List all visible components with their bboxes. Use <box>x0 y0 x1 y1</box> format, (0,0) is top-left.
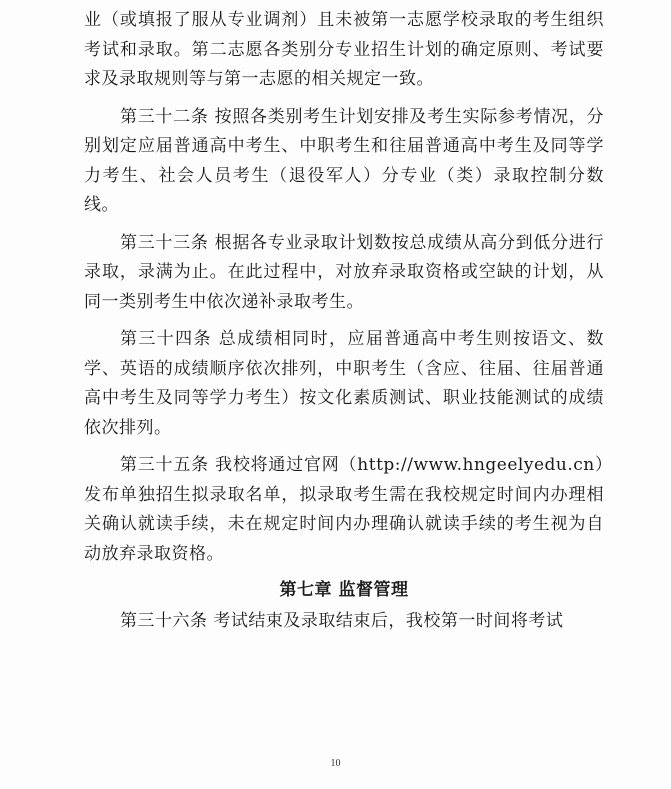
paragraph-article-36: 第三十六条 考试结束及录取结束后，我校第一时间将考试 <box>120 611 564 631</box>
paragraph-article-35: 第三十五条 我校将通过官网（http://www.hngeelyedu.cn）发布单独招生拟录取名单，拟录取考生需在我校规定时间内办理相关确认就读手续，未在规定时间内办理确认就读手续的考生视为自动放弃录取资格。 <box>84 455 604 564</box>
document-body <box>84 6 604 637</box>
paragraph-article-33: 第三十三条 根据各专业录取计划数按总成绩从高分到低分进行录取，录满为止。在此过程中，对放弃录取资格或空缺的计划，从同一类别考生中依次递补录取考生。 <box>84 232 604 312</box>
paragraph-continuation: 业（或填报了服从专业调剂）且未被第一志愿学校录取的考生组织考试和录取。第二志愿各类别分专业招生计划的确定原则、考试要求及录取规则等与第一志愿的相关规定一致。 <box>84 10 604 89</box>
paragraph-article-32: 第三十二条 按照各类别考生计划安排及考生实际参考情况，分别划定应届普通高中考生、中职考生和往届普通高中考生及同等学力考生、社会人员考生（退役军人）分专业（类）录取控制分数线。 <box>84 106 604 215</box>
chapter-heading: 第七章 监督管理 <box>279 580 409 600</box>
paragraph-article-34: 第三十四条 总成绩相同时，应届普通高中考生则按语文、数学、英语的成绩顺序依次排列，中职考生（含应、往届、往届普通高中考生及同等学力考生）按文化素质测试、职业技能测试的成绩依次排列。 <box>84 329 604 438</box>
page-number: 10 <box>330 758 341 769</box>
